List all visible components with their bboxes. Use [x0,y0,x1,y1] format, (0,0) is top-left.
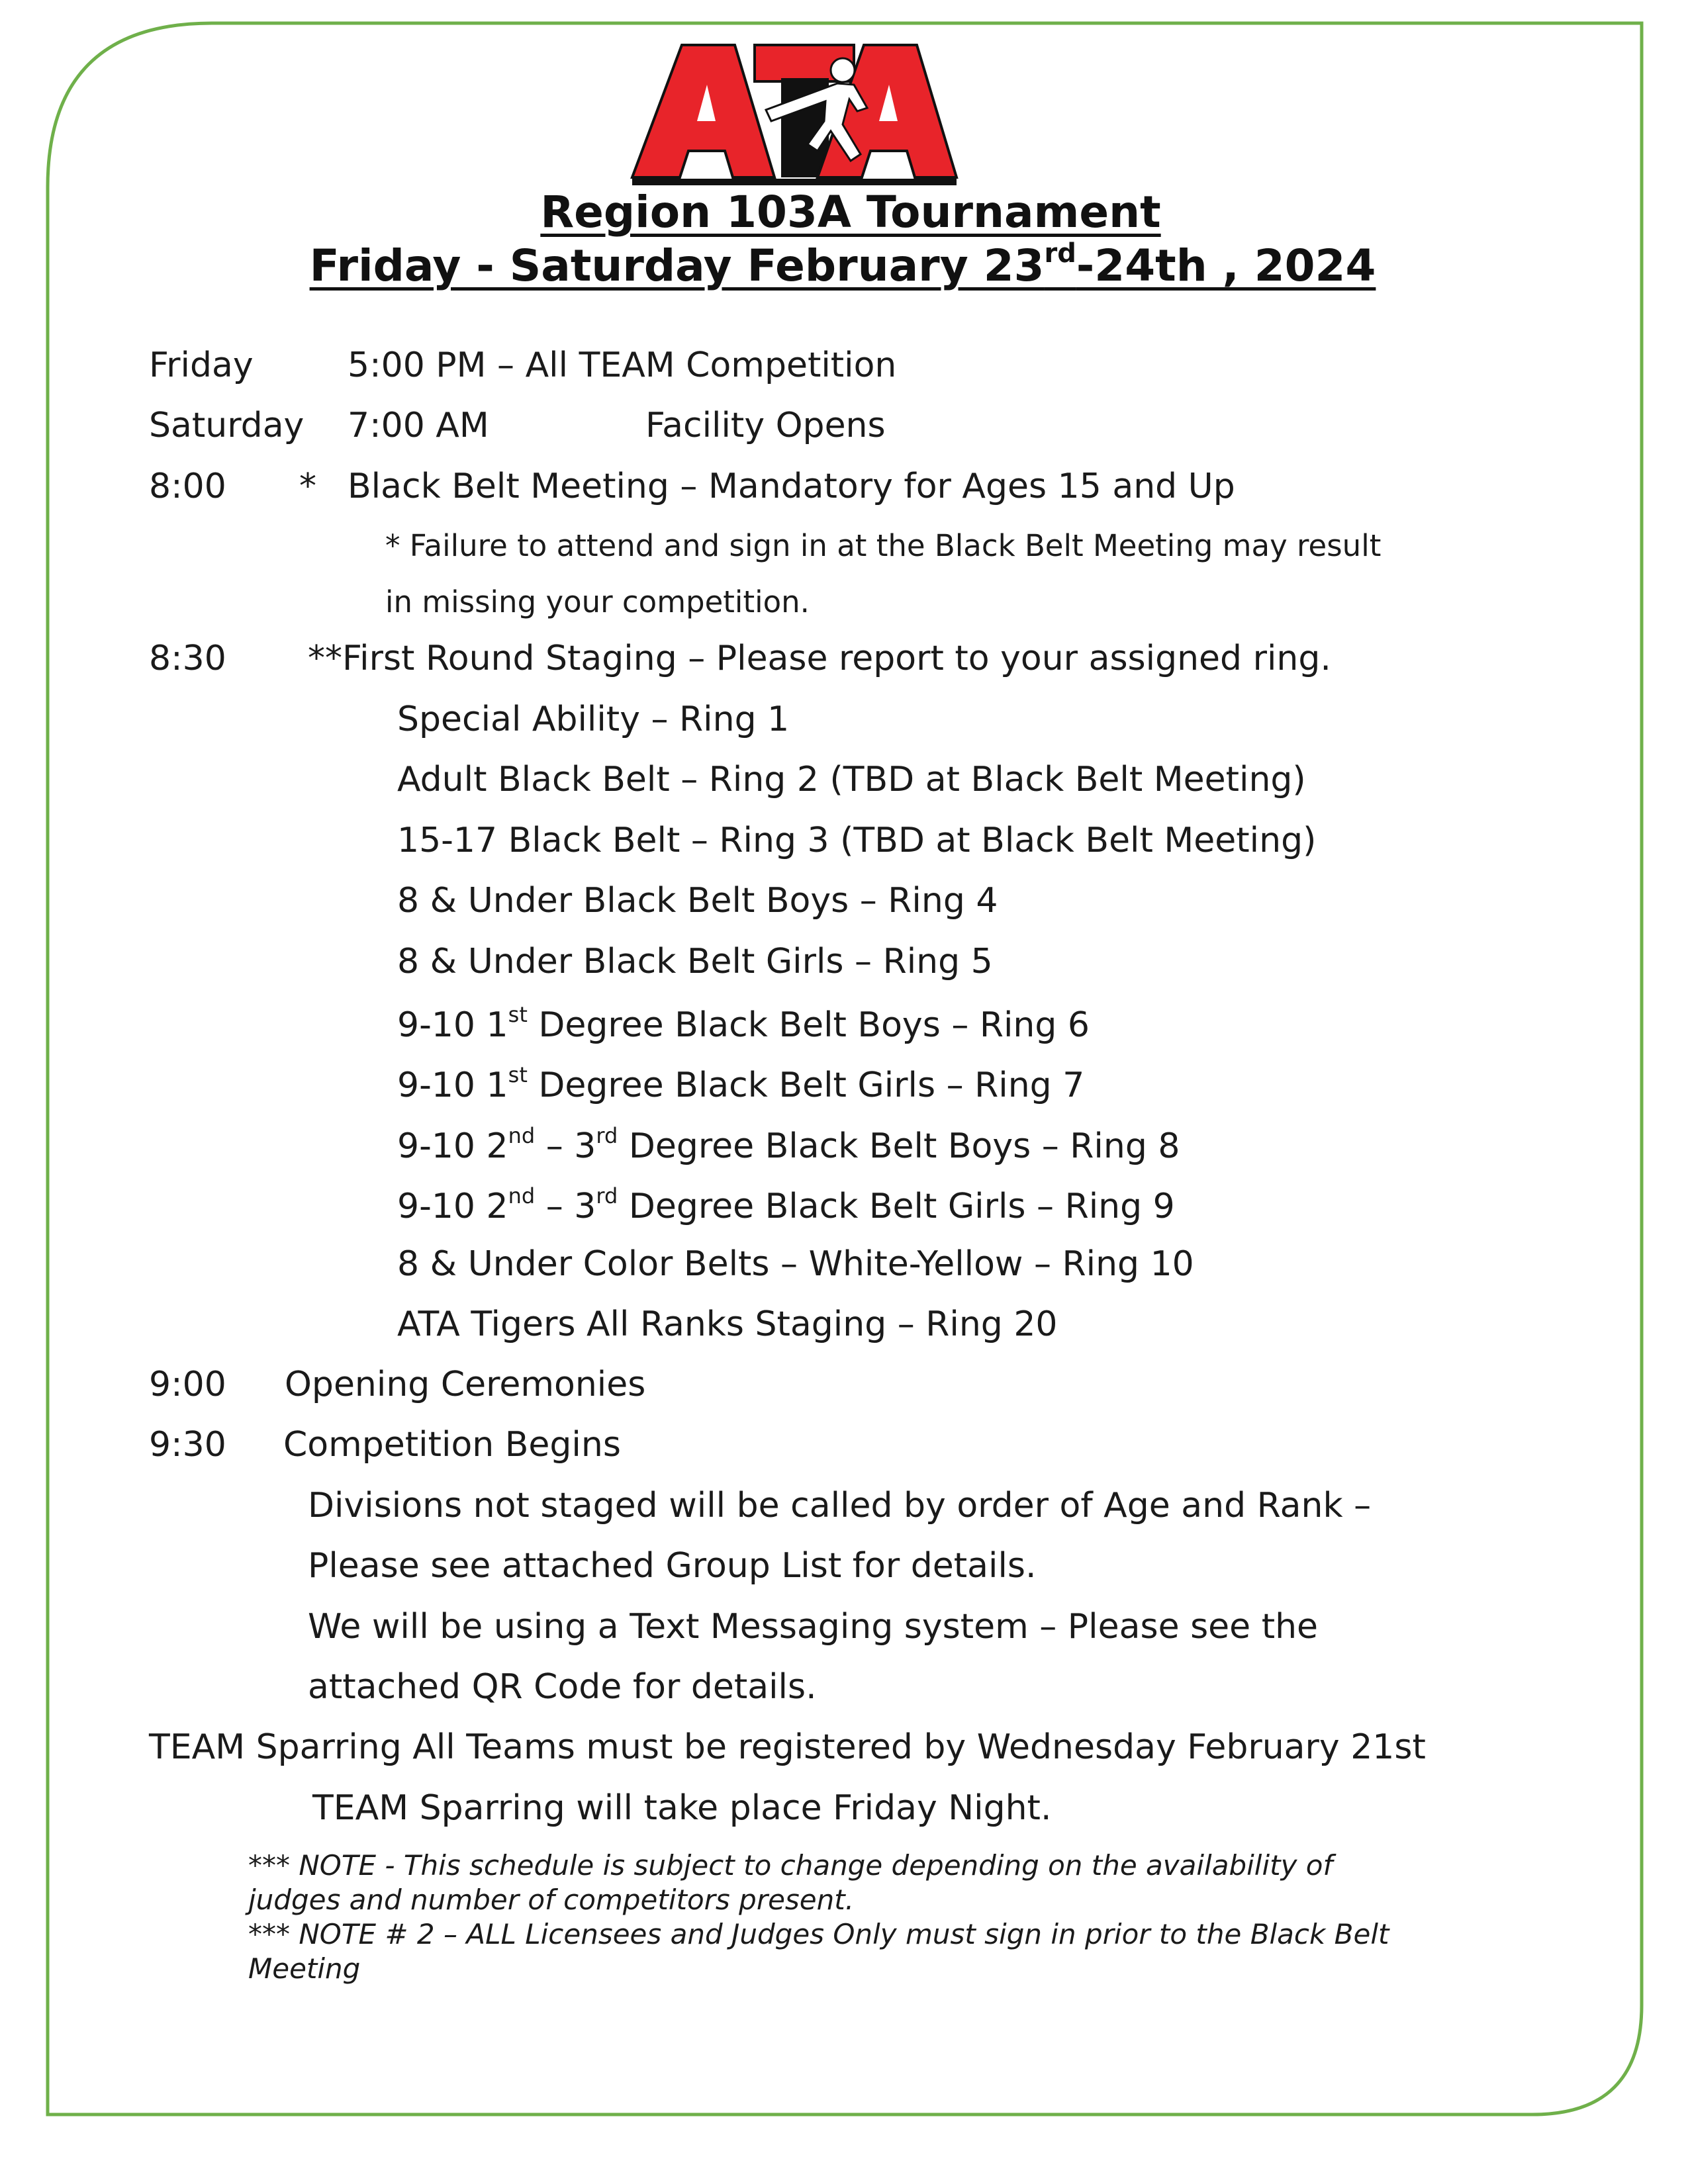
note-2-line-1: *** NOTE # 2 – ALL Licensees and Judges Only must sign in prior to the Black Belt [248,1918,1389,1950]
time-830: 8:30 [149,639,226,678]
ring-2: Adult Black Belt – Ring 2 (TBD at Black Belt Meeting) [397,760,1306,799]
time-930: 9:30 [149,1425,226,1465]
competition-begins: Competition Begins [283,1425,621,1465]
team-sparring-time: TEAM Sparring will take place Friday Night. [312,1788,1052,1828]
ring-9: 9-10 2nd – 3rd Degree Black Belt Girls – Ring 9 [397,1183,1175,1226]
saturday-time: 7:00 AM [348,406,489,445]
ring-3: 15-17 Black Belt – Ring 3 (TBD at Black Belt Meeting) [397,821,1317,860]
ring-1: Special Ability – Ring 1 [397,700,790,739]
note-1-line-1: *** NOTE - This schedule is subject to change depending on the availability of [248,1849,1333,1882]
time-800: 8:00 [149,467,226,506]
black-belt-meeting: Black Belt Meeting – Mandatory for Ages 15 and Up [348,467,1235,506]
info-line-4: attached QR Code for details. [308,1667,817,1707]
note-1-line-2: judges and number of competitors present. [248,1884,855,1916]
team-sparring-registration: TEAM Sparring All Teams must be registered by Wednesday February 21st [149,1727,1426,1767]
ring-7: 9-10 1st Degree Black Belt Girls – Ring 7 [397,1062,1085,1105]
opening-ceremonies: Opening Ceremonies [285,1365,646,1404]
note-1 [248,1848,1389,1986]
asterisk-marker: * [299,467,316,506]
ring-20: ATA Tigers All Ranks Staging – Ring 20 [397,1304,1058,1344]
friday-item: 5:00 PM – All TEAM Competition [348,345,897,385]
ring-5: 8 & Under Black Belt Girls – Ring 5 [397,942,993,981]
saturday-item: Facility Opens [645,406,886,445]
info-line-2: Please see attached Group List for details. [308,1546,1037,1586]
meeting-note-1: * Failure to attend and sign in at the Black Belt Meeting may result [385,528,1382,563]
info-line-1: Divisions not staged will be called by order of Age and Rank – [308,1486,1372,1525]
friday-label: Friday [149,345,254,385]
saturday-label: Saturday [149,406,305,445]
ring-4: 8 & Under Black Belt Boys – Ring 4 [397,881,998,921]
ata-logo [619,38,966,191]
ring-10: 8 & Under Color Belts – White-Yellow – Ring 10 [397,1244,1194,1284]
page-title: Region 103A Tournament [540,187,1161,238]
first-round-staging: **First Round Staging – Please report to your assigned ring. [308,639,1331,678]
ring-8: 9-10 2nd – 3rd Degree Black Belt Boys – Ring 8 [397,1123,1180,1166]
ring-6: 9-10 1st Degree Black Belt Boys – Ring 6 [397,1002,1090,1045]
time-900: 9:00 [149,1365,226,1404]
meeting-note-2: in missing your competition. [385,584,810,619]
event-dates: Friday - Saturday February 23rd-24th , 2024 [309,238,1376,291]
note-2-line-2: Meeting [248,1952,361,1985]
info-line-3: We will be using a Text Messaging system – Please see the [308,1607,1319,1647]
